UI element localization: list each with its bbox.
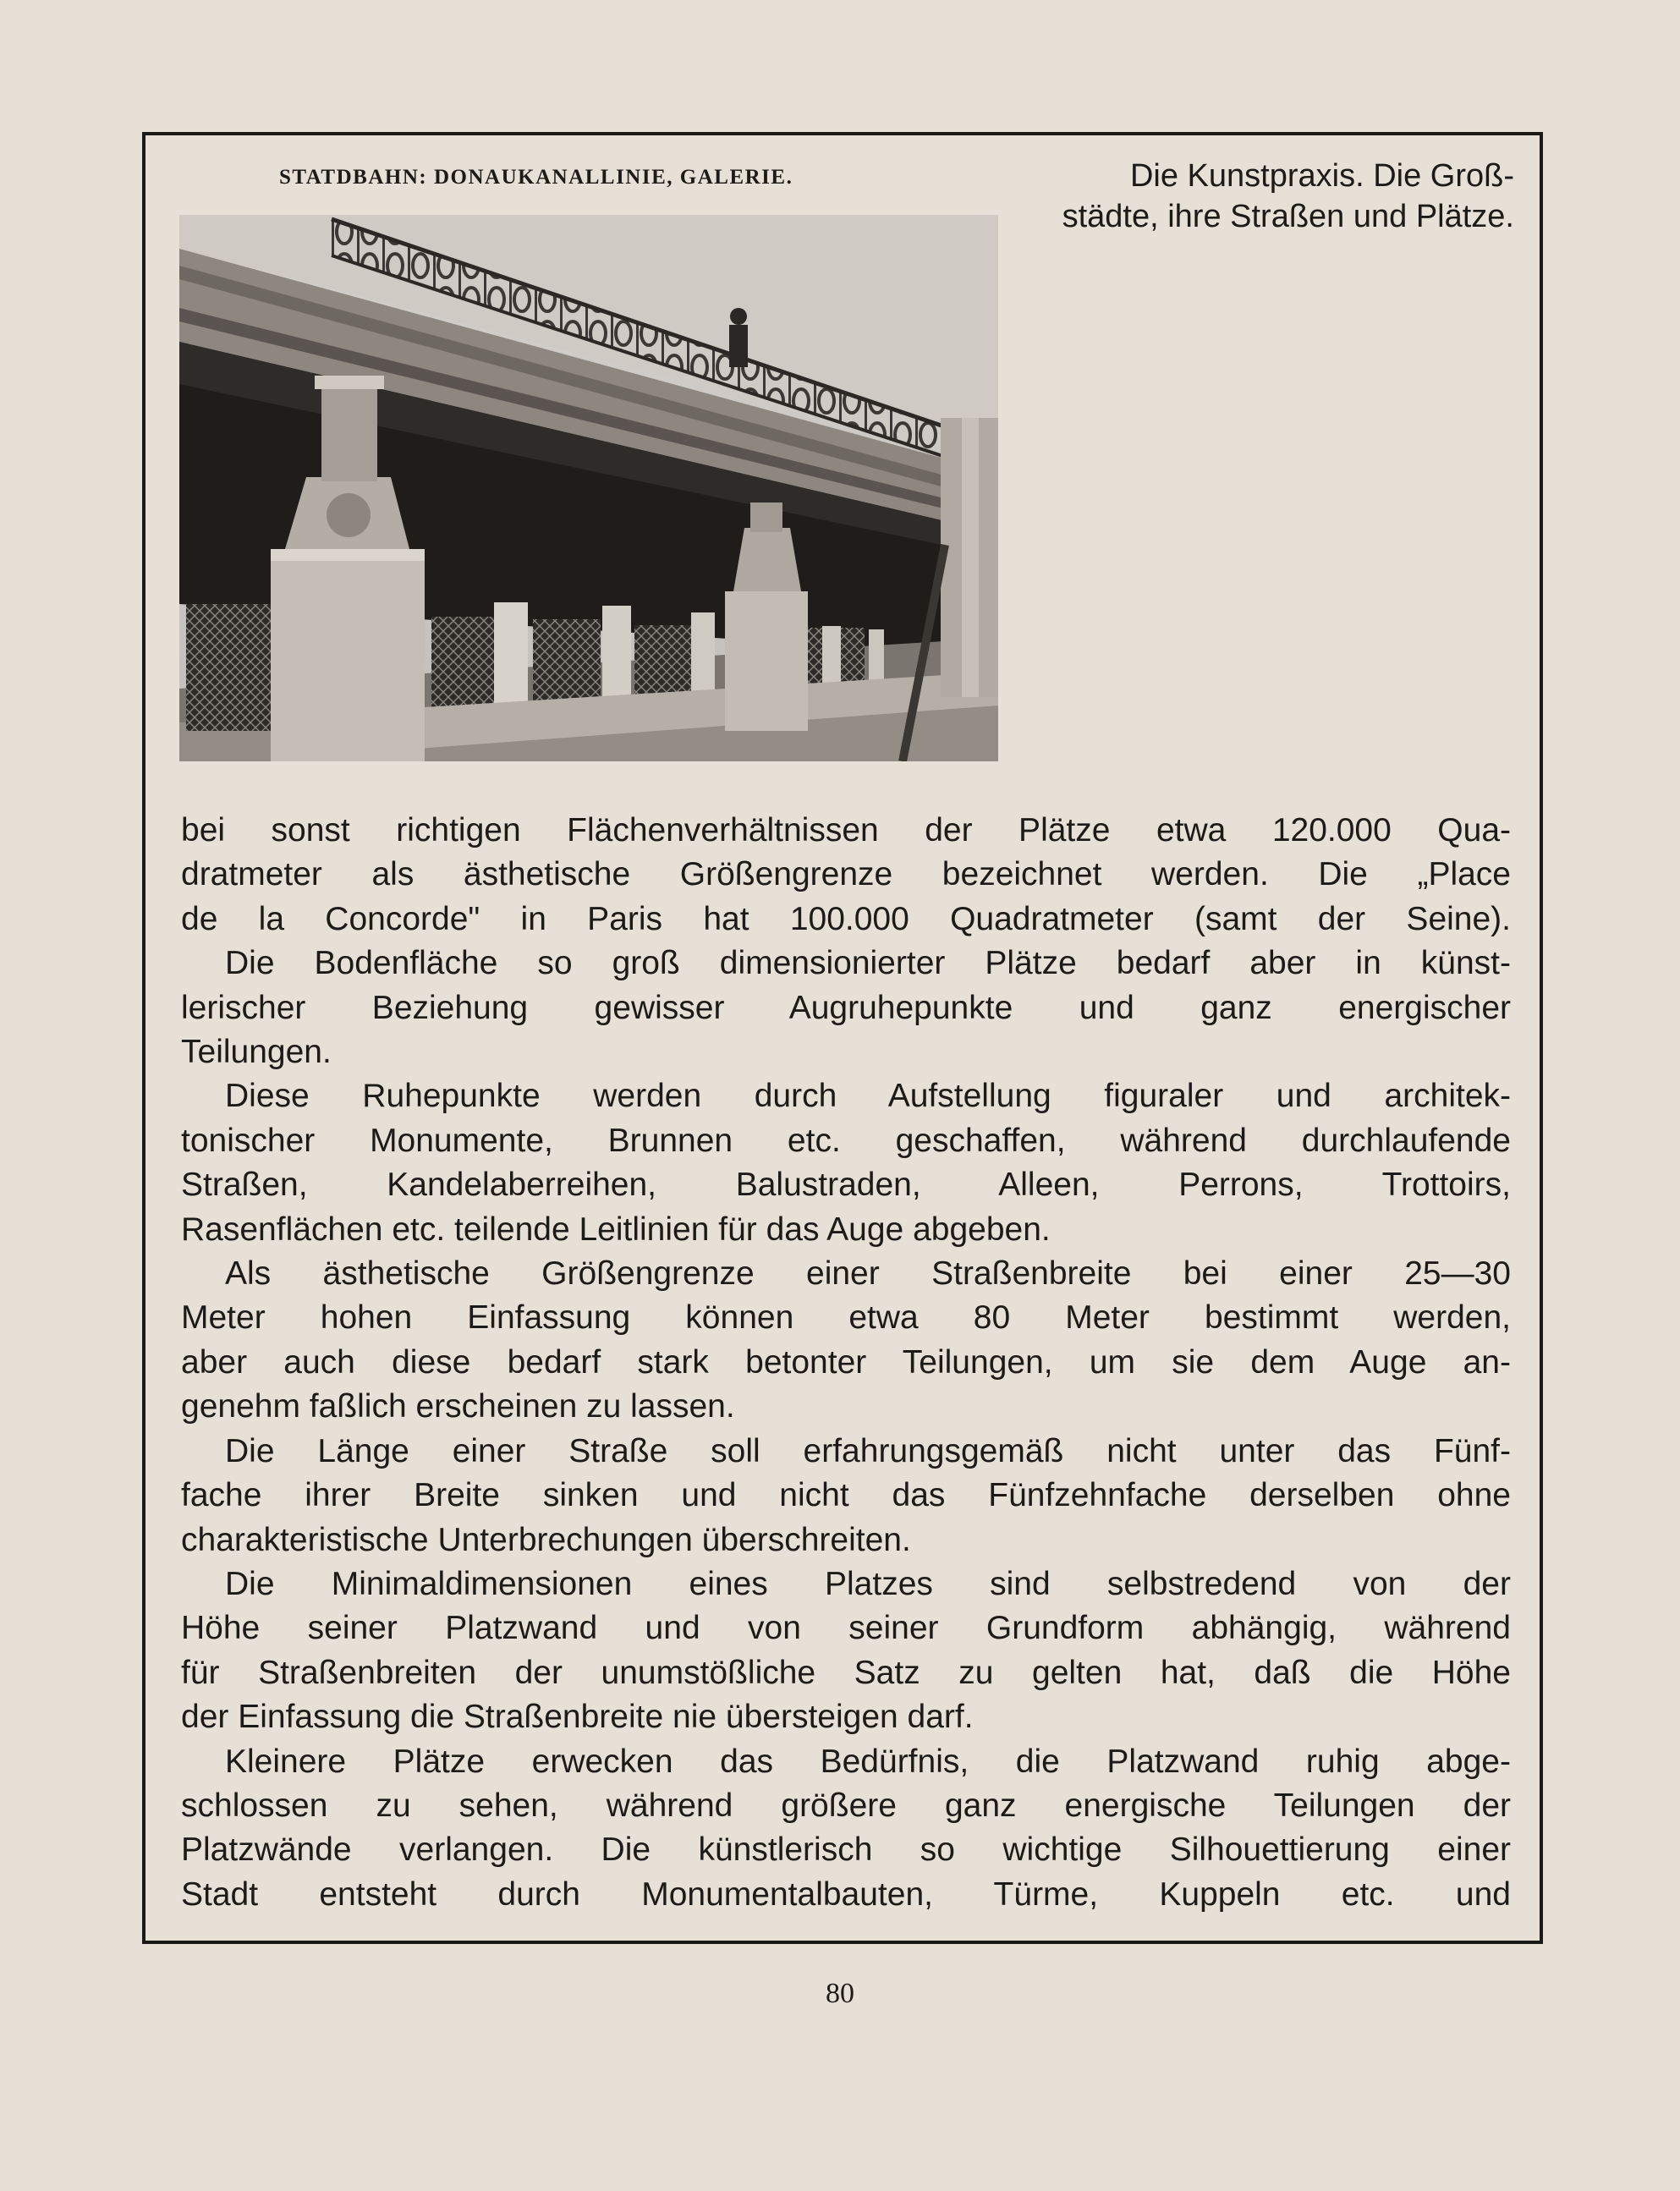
text-line: schlossen zu sehen, während größere ganz energische Teilungen der (181, 1787, 1511, 1824)
text-line: tonischer Monumente, Brunnen etc. geschaffen, während durchlaufende (181, 1122, 1511, 1159)
text-line: Teilungen. (181, 1034, 332, 1071)
text-line: de la Concorde" in Paris hat 100.000 Quadratmeter (samt der Seine). (181, 900, 1511, 937)
text-line: aber auch diese bedarf stark betonter Teilungen, um sie dem Auge an- (181, 1343, 1511, 1381)
text-line: fache ihrer Breite sinken und nicht das Fünfzehnfache derselben ohne (181, 1477, 1511, 1514)
page-number: 80 (826, 1978, 854, 2009)
text-line: Die Länge einer Straße soll erfahrungsgemäß nicht unter das Fünf- (225, 1432, 1511, 1469)
text-line: Platzwände verlangen. Die künstlerisch so wichtige Silhouettierung einer (181, 1831, 1511, 1869)
photo-caption: STATDBAHN: DONAUKANALLINIE, GALERIE. (279, 166, 793, 189)
body-text (181, 809, 1511, 1917)
text-line: Meter hohen Einfassung können etwa 80 Meter bestimmt werden, (181, 1299, 1511, 1337)
text-line: genehm faßlich erscheinen zu lassen. (181, 1388, 735, 1425)
text-line: Als ästhetische Größengrenze einer Straßenbreite bei einer 25—30 (225, 1255, 1511, 1293)
text-line: der Einfassung die Straßenbreite nie übersteigen darf. (181, 1699, 974, 1736)
text-line: Kleinere Plätze erwecken das Bedürfnis, die Platzwand ruhig abge- (225, 1743, 1511, 1780)
running-heading-line-2: städte, ihre Straßen und Plätze. (1062, 199, 1514, 234)
text-line: Rasenflächen etc. teilende Leitlinien für das Auge abgeben. (181, 1211, 1051, 1248)
text-line: dratmeter als ästhetische Größengrenze bezeichnet werden. Die „Place (181, 856, 1511, 893)
text-line: bei sonst richtigen Flächenverhältnissen der Plätze etwa 120.000 Qua- (181, 812, 1511, 848)
text-line: für Straßenbreiten der unumstößliche Satz zu gelten hat, daß die Höhe (181, 1654, 1511, 1691)
text-line: Stadt entsteht durch Monumentalbauten, Türme, Kuppeln etc. und (181, 1875, 1511, 1913)
text-line: lerischer Beziehung gewisser Augruhepunkte und ganz energischer (181, 989, 1511, 1026)
text-line: Die Minimaldimensionen eines Platzes sind selbstredend von der (225, 1565, 1511, 1602)
text-line: Diese Ruhepunkte werden durch Aufstellung figuraler und architek- (225, 1078, 1511, 1115)
text-line: Höhe seiner Platzwand und von seiner Grundform abhängig, während (181, 1610, 1511, 1647)
photograph-bridge-gallery (179, 215, 998, 761)
text-line: charakteristische Unterbrechungen überschreiten. (181, 1521, 911, 1558)
text-line: Die Bodenfläche so groß dimensionierter Plätze bedarf aber in künst- (225, 945, 1511, 982)
running-heading-line-1: Die Kunstpraxis. Die Groß- (1129, 158, 1514, 194)
running-heading (1018, 156, 1514, 237)
text-line: Straßen, Kandelaberreihen, Balustraden, Alleen, Perrons, Trottoirs, (181, 1167, 1511, 1204)
